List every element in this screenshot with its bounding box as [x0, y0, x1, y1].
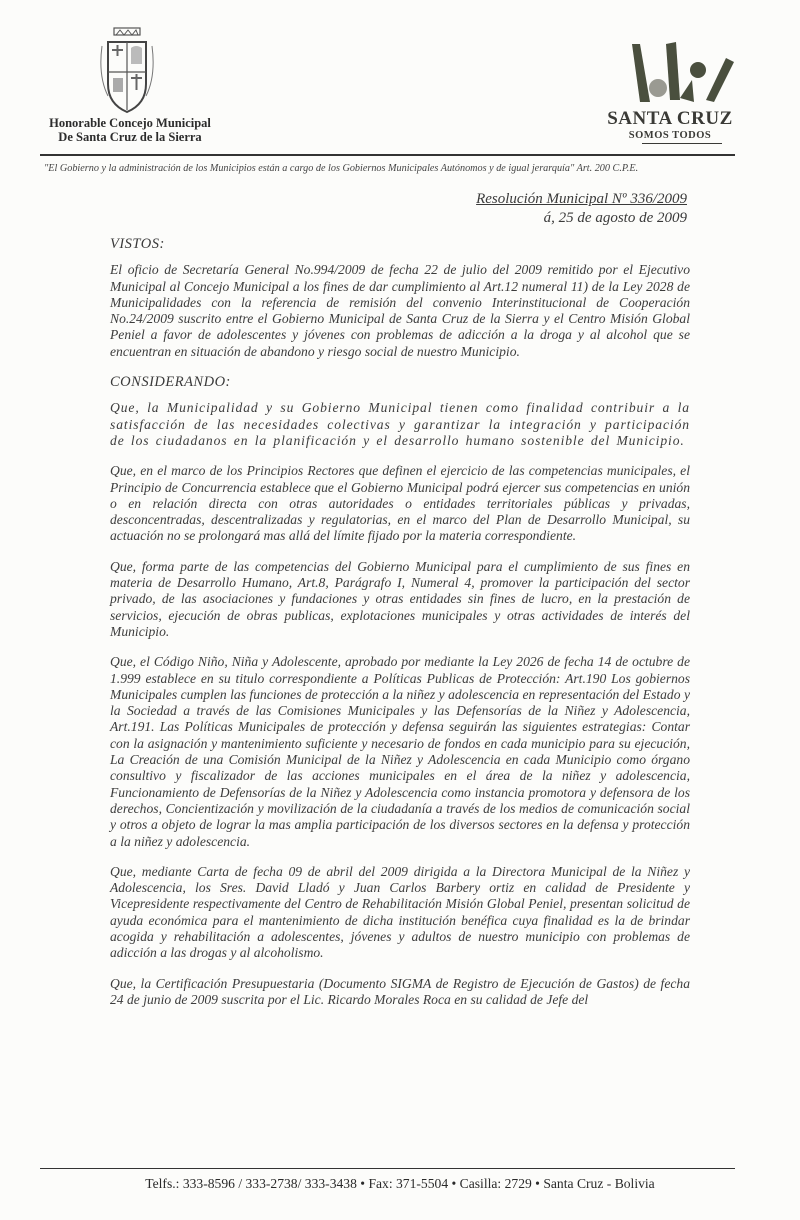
- coat-of-arms-icon: [98, 26, 156, 116]
- vistos-heading: VISTOS:: [110, 236, 165, 252]
- council-name: [40, 116, 220, 144]
- footer-contact: Telfs.: 333-8596 / 333-2738/ 333-3438 • Fax: 371-5504 • Casilla: 2729 • Santa Cruz - Bolivia: [145, 1176, 655, 1191]
- considerando-heading: CONSIDERANDO:: [110, 374, 231, 391]
- considerando-paragraph-2: Que, en el marco de los Principios Rectores que definen el ejercicio de las competencias municipales, el Principio de Concurrencia establece que el Gobierno Municipal podrá ejercer sus competencias en unión o en relación directa con otras autoridades o entidades territoriales públicas y privadas, desconcentradas, descentralizadas y regulatorias, en el marco del Plan de Desarrollo Municipal, su actuación no se prolongará mas allá del límite fijado por la materia correspondiente.: [110, 463, 690, 544]
- document-body: [110, 236, 690, 1022]
- considerando-paragraph-1: Que, la Municipalidad y su Gobierno Municipal tienen como finalidad contribuir a la satisfacción de las necesidades colectivas y garantizar la integración y participación de los ciudadanos en la planificación y el desarrollo humano sostenible del Municipio.: [110, 400, 690, 448]
- considerando-paragraph-4: Que, el Código Niño, Niña y Adolescente, aprobado por mediante la Ley 2026 de fecha 14 de octubre de 1.999 establece en su titulo correspondiente a Políticas Publicas de Protección: Art.190 Los gobiernos Municipales cumplen las funciones de protección a la niñez y adolescencia en representación del Estado y la Sociedad a través de las Comisiones Municipales y las Defensorías de la Niñez y Adolescencia, Art.191. Las Políticas Municipales de protección y defensa seguirán las siguientes estrategias: Contar con la asignación y mantenimiento suficiente y necesario de fondos en cada municipio para su ejecución, La Creación de una Comisión Municipal de la Niñez y Adolescencia en cada Municipio como órgano consultivo y fiscalizador de las acciones municipales en el área de la niñez y adolescencia, Funcionamiento de Defensorías de la Niñez y Adolescencia como instancia promotora y defensora de los derechos, Concientización y movilización de la ciudadanía a través de los medios de comunicación social y otros a objeto de lograr la mas amplia participación de los diversos sectores en la defensa y protección a la niñez y adolescencia.: [110, 654, 690, 849]
- resolution-date: á, 25 de agosto de 2009: [543, 210, 687, 226]
- vistos-paragraph: El oficio de Secretaría General No.994/2009 de fecha 22 de julio del 2009 remitido por el Ejecutivo Municipal al Concejo Municipal a los fines de dar cumplimiento al Art.12 numeral 11) de la Ley 2028 de Municipalidades con la referencia de remisión del convenio Interinstitucional de Cooperación No.24/2009 suscrito entre el Gobierno Municipal de Santa Cruz de la Sierra y el Centro Misión Global Peniel a favor de adolescentes y jóvenes con problemas de adicción a la droga y al alcohol que se encuentran en situación de abandono y riesgo social de nuestro Municipio.: [110, 262, 690, 359]
- considerando-paragraph-6: Que, la Certificación Presupuestaria (Documento SIGMA de Registro de Ejecución de Gastos) de fecha 24 de junio de 2009 suscrita por el Lic. Ricardo Morales Roca en su calidad de Jefe del: [110, 975, 690, 1007]
- brand-name: SANTA CRUZ: [607, 108, 733, 129]
- brand-motto: SOMOS TODOS: [628, 130, 712, 141]
- council-line-1: Honorable Concejo Municipal: [49, 116, 211, 130]
- brand-motto-underline: [642, 143, 722, 144]
- constitution-quote: "El Gobierno y la administración de los Municipios están a cargo de los Gobiernos Municipales Autónomos y de igual jerarquía" Art. 200 C.P.E.: [44, 163, 639, 174]
- resolution-title: Resolución Municipal Nº 336/2009: [476, 191, 687, 207]
- considerando-paragraph-3: Que, forma parte de las competencias del Gobierno Municipal para el cumplimiento de sus fines en materia de Desarrollo Humano, Art.8, Parágrafo I, Numeral 4, promover la participación del sector privado, de las asociaciones y fundaciones y otras entidades sin fines de lucro, en la prestación de servicios, ejecución de obras publicas, explotaciones municipales y otras actividades de interés del Municipio.: [110, 558, 690, 639]
- considerando-paragraph-5: Que, mediante Carta de fecha 09 de abril del 2009 dirigida a la Directora Municipal de la Niñez y Adolescencia, los Sres. David Lladó y Juan Carlos Barbery ortiz en calidad de Presidente y Vicepresidente respectivamente del Centro de Rehabilitación Misión Global Peniel, presentan solicitud de ayuda económica para el mantenimiento de dicha institución benéfica cuya finalidad es la de brindar acogida y rehabilitación a adolescentes, jóvenes y adultos de nuestro municipio con problemas de adicción a las drogas y al alcoholismo.: [110, 863, 690, 961]
- council-line-2: De Santa Cruz de la Sierra: [58, 130, 202, 144]
- header-divider: [40, 154, 735, 156]
- footer-divider: [40, 1168, 735, 1169]
